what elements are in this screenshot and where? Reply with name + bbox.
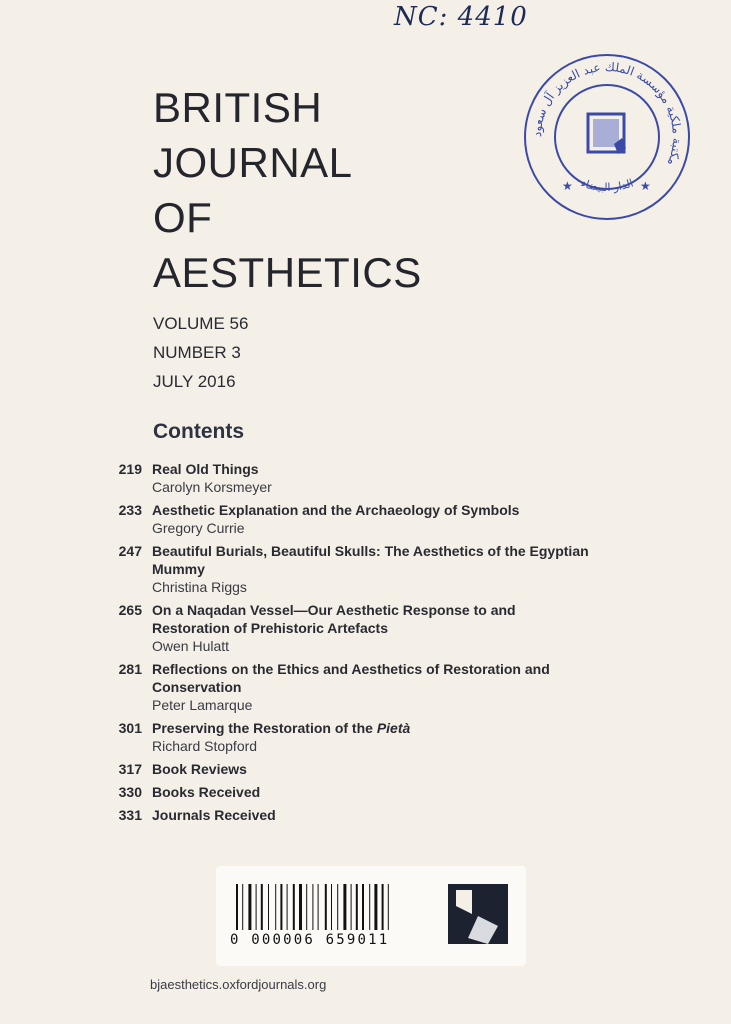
toc-entry[interactable]: [110, 719, 590, 755]
title-line-1: BRITISH: [153, 84, 323, 131]
toc-page-number: 219: [118, 461, 142, 477]
barcode-bar: [382, 884, 384, 930]
publisher-logo: [448, 884, 508, 944]
barcode-number: 0 000006 659011: [230, 932, 390, 948]
barcode-bar: [369, 884, 370, 930]
toc-entry[interactable]: [110, 601, 590, 655]
journal-title: [153, 80, 422, 300]
barcode-bar: [318, 884, 319, 930]
barcode-bar: [325, 884, 327, 930]
handwritten-catalog-number: NC: 4410: [394, 2, 528, 32]
barcode-bar: [261, 884, 263, 930]
barcode-bar: [299, 884, 302, 930]
barcode-bar: [287, 884, 288, 930]
toc-entry[interactable]: [110, 542, 590, 596]
barcode-bar: [248, 884, 251, 930]
svg-text:★: ★: [640, 179, 651, 193]
barcode-bar: [343, 884, 346, 930]
barcode-bar: [351, 884, 352, 930]
barcode-label: [216, 866, 526, 966]
issue-date: JULY 2016: [153, 372, 236, 391]
volume: VOLUME 56: [153, 314, 249, 333]
toc-entry[interactable]: [110, 806, 590, 824]
barcode-bar: [374, 884, 377, 930]
title-line-4: AESTHETICS: [153, 249, 422, 296]
barcode-bar: [312, 884, 313, 930]
toc-entry[interactable]: [110, 660, 590, 714]
toc-page-number: 281: [118, 661, 142, 677]
svg-text:الدار البيضاء: [579, 177, 635, 194]
barcode-bar: [275, 884, 276, 930]
toc-author: Owen Hulatt: [152, 638, 230, 654]
barcode-bar: [356, 884, 358, 930]
toc-article-title: Reflections on the Ethics and Aesthetics of Restoration and Conservation: [152, 661, 550, 695]
toc-article-title: Beautiful Burials, Beautiful Skulls: The Aesthetics of the Egyptian Mummy: [152, 543, 589, 577]
toc-entry[interactable]: [110, 460, 590, 496]
stamp-emblem: [588, 114, 626, 154]
journal-url[interactable]: bjaesthetics.oxfordjournals.org: [150, 977, 327, 992]
toc-author: Richard Stopford: [152, 738, 258, 754]
toc-article-title: [152, 719, 590, 737]
barcode-graphic: [216, 866, 526, 966]
barcode-bar: [242, 884, 243, 930]
toc-author: Carolyn Korsmeyer: [152, 479, 272, 495]
barcode-bar: [388, 884, 389, 930]
issue-info: [153, 309, 248, 396]
toc-page-number: 317: [118, 761, 142, 777]
toc-article-title: On a Naqadan Vessel—Our Aesthetic Response to and Restoration of Prehistoric Artefacts: [152, 602, 516, 636]
barcode-bar: [306, 884, 307, 930]
toc-entry[interactable]: [110, 760, 590, 778]
toc-article-title: Books Received: [152, 784, 261, 800]
library-stamp: [522, 52, 692, 222]
stamp-bottom-text: الدار البيضاء: [579, 176, 636, 195]
issue-number: NUMBER 3: [153, 343, 241, 362]
barcode-bar: [236, 884, 238, 930]
toc-entry[interactable]: [110, 783, 590, 801]
toc-author: Peter Lamarque: [152, 697, 253, 713]
barcode-bar: [293, 884, 295, 930]
contents-heading: Contents: [153, 420, 244, 443]
toc-author: Gregory Currie: [152, 520, 245, 536]
toc-page-number: 265: [118, 602, 142, 618]
barcode-bar: [362, 884, 364, 930]
toc-page-number: 331: [118, 807, 142, 823]
toc-page-number: 233: [118, 502, 142, 518]
title-line-3: OF: [153, 194, 213, 241]
title-line-2: JOURNAL: [153, 139, 353, 186]
toc-page-number: 330: [118, 784, 142, 800]
toc-article-title: Real Old Things: [152, 461, 259, 477]
toc-title-text: Preserving the Restoration of the: [152, 720, 377, 736]
table-of-contents: [110, 460, 590, 829]
barcode-bar: [268, 884, 269, 930]
toc-page-number: 301: [118, 720, 142, 736]
toc-entry[interactable]: [110, 501, 590, 537]
stamp-ring-text: مكتبة ملكية مؤسسة الملك عبد العزيز آل سعود: [529, 59, 685, 168]
barcode-bar: [331, 884, 332, 930]
barcode-bar: [280, 884, 282, 930]
toc-article-title: Book Reviews: [152, 761, 247, 777]
svg-text:★: ★: [562, 179, 573, 193]
barcode-bar: [337, 884, 338, 930]
toc-author: Christina Riggs: [152, 579, 247, 595]
toc-article-title: Journals Received: [152, 807, 276, 823]
toc-article-title: Aesthetic Explanation and the Archaeology of Symbols: [152, 502, 520, 518]
toc-page-number: 247: [118, 543, 142, 559]
toc-title-emphasis: Pietà: [376, 720, 411, 736]
barcode-bar: [256, 884, 257, 930]
